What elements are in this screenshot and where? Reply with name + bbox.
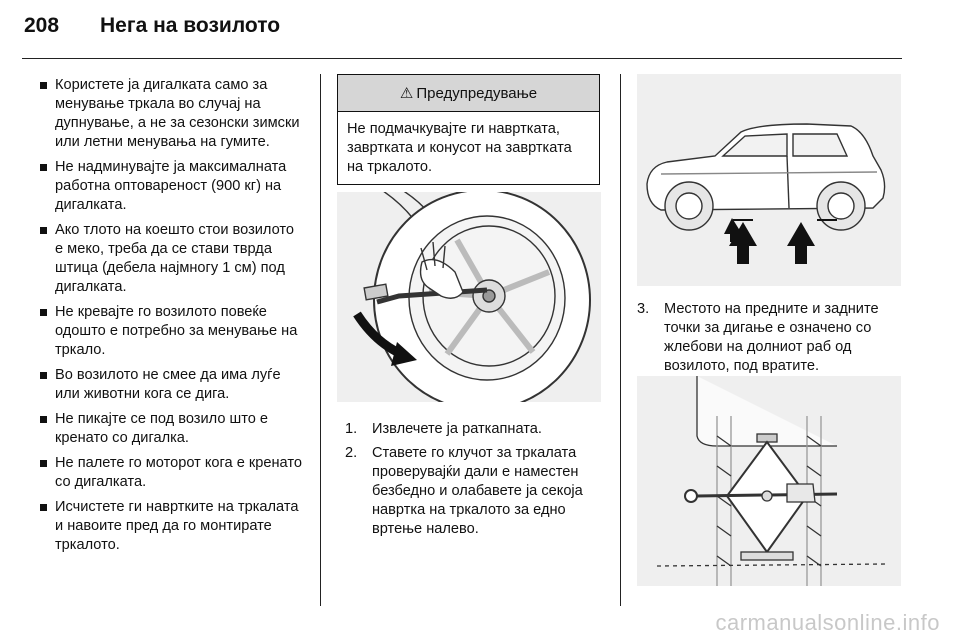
warning-triangle-icon: ⚠ (399, 85, 414, 102)
header-rule (22, 58, 902, 59)
step-number: 1. (345, 421, 358, 437)
watermark: carmanualsonline.info (715, 610, 940, 635)
step-text: Извлечете ја раткапната. (372, 421, 542, 437)
list-item (637, 300, 907, 376)
wheel-wrench-illustration (337, 192, 601, 402)
car-drawing (637, 74, 901, 286)
list-item: Исчистете ги навртките на тркалата и навоите пред да го монтирате тркалото. (38, 498, 306, 555)
step-text: Ставете го клучот за тркалата проверувајќи дали е наместен безбедно и олабавете ја секоја навртка на тркалото за едно вртење налево. (372, 445, 583, 537)
list-item (345, 420, 607, 439)
list-item (345, 444, 607, 539)
list-item: Во возилото не смее да има луѓе или животни кога се дига. (38, 366, 306, 404)
list-item: Не кревајте го возилото повеќе одошто е потребно за менување на тркало. (38, 303, 306, 360)
column-divider-right (620, 74, 621, 606)
wheel-wrench-drawing (337, 192, 601, 402)
jack-drawing (637, 376, 901, 586)
page-title: Нега на возилото (100, 14, 281, 37)
column-divider-left (320, 74, 321, 606)
scissor-jack-illustration (637, 376, 901, 586)
list-item: Користете ја дигалката само за менување тркала во случај на дупнување, а не за сезонски зимски или летни менувања на гумите. (38, 76, 306, 152)
warning-header (338, 75, 599, 112)
step-number: 3. (637, 301, 650, 317)
warning-box (337, 74, 600, 185)
page-number: 208 (24, 14, 60, 37)
list-item: Не палете го моторот кога е кренато со дигалката. (38, 454, 306, 492)
list-item: Не пикајте се под возило што е кренато со дигалка. (38, 410, 306, 448)
step-number: 2. (345, 445, 358, 461)
list-item: Ако тлото на коешто стои возилото е меко, треба да се стави тврда штица (дебела најмногу 1 см) под дигалката. (38, 221, 306, 297)
precaution-list (38, 76, 306, 555)
car-lift-points-illustration (637, 74, 901, 286)
steps-list (637, 300, 907, 376)
left-column (38, 76, 306, 561)
warning-body: Не подмачкувајте ги навртката, завртката и конусот на завртката на тркалото. (347, 121, 572, 175)
step-text: Местото на предните и задните точки за дигање е означено со жлебови на долниот раб од возилото, под вратите. (664, 301, 879, 374)
page-header (24, 14, 280, 44)
middle-column (345, 420, 607, 544)
steps-list (345, 420, 607, 539)
warning-title: Предупредување (416, 84, 538, 102)
right-column (637, 300, 907, 381)
list-item: Не надминувајте ја максималната работна оптовареност (900 кг) на дигалката. (38, 158, 306, 215)
